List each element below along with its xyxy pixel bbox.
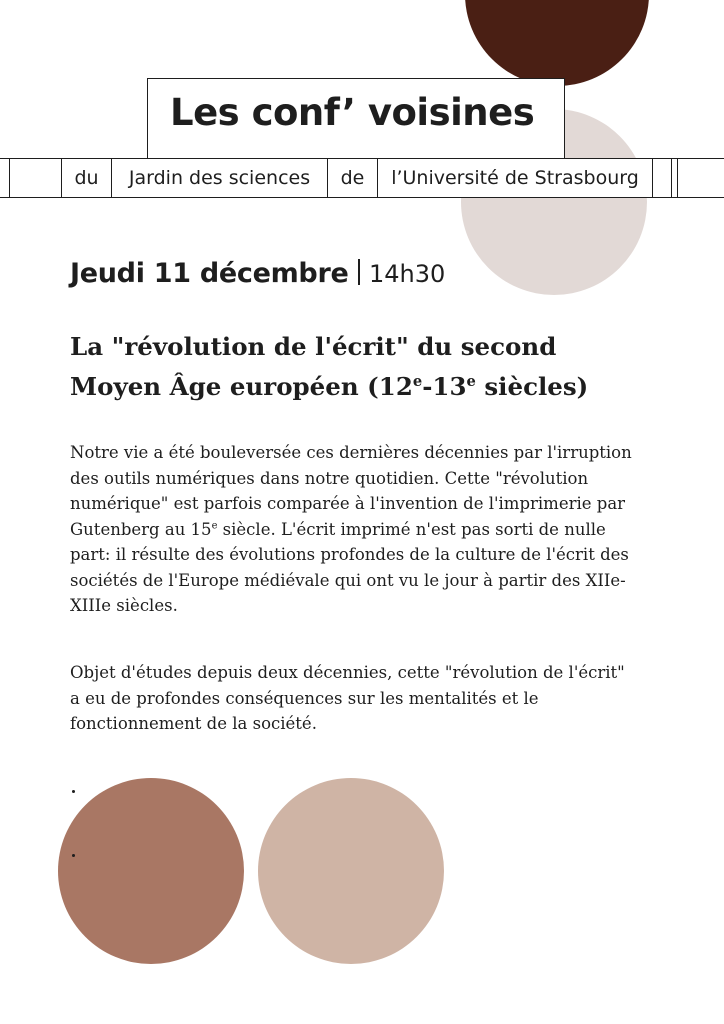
stray-dot xyxy=(72,790,75,793)
event-date-line xyxy=(70,258,445,289)
band-divider xyxy=(677,158,678,198)
decorative-circle-bottom-left xyxy=(58,778,244,964)
lecture-title-text: siècles) xyxy=(475,372,589,401)
band-divider xyxy=(327,158,328,198)
event-time: 14h30 xyxy=(368,260,446,288)
lecture-title-text: La "révolution de l'écrit" du second Moyen Âge européen (12 xyxy=(70,332,557,401)
description-paragraph-2: Objet d'études depuis deux décennies, cette "révolution de l'écrit" a eu de profondes conséquences sur les mentalités et le fonctionnement de la société. xyxy=(70,663,625,733)
lecture-title-text: -13 xyxy=(422,372,467,401)
band-divider xyxy=(9,158,10,198)
series-title-box xyxy=(147,78,565,158)
date-separator xyxy=(358,259,360,285)
band-divider xyxy=(61,158,62,198)
decorative-circle-bottom-right xyxy=(258,778,444,964)
band-word-de: de xyxy=(328,159,377,197)
lecture-title-sup: e xyxy=(466,372,476,390)
band-divider xyxy=(377,158,378,198)
band-bottom-line xyxy=(0,197,724,198)
lecture-title-sup: e xyxy=(412,372,423,390)
paragraph-text: Notre vie a été bouleversée ces dernières décennies par l'irruption des outils numériques dans notre quotidien. Cette "révolution numérique" est parfois comparée à l'invention de l'imprimerie par Gutenberg au 15 xyxy=(70,443,632,539)
band-divider xyxy=(671,158,672,198)
band-word-jardin: Jardin des sciences xyxy=(112,159,327,197)
event-day: Jeudi 11 décembre xyxy=(70,258,349,289)
stray-dot xyxy=(72,854,75,857)
band-divider xyxy=(111,158,112,198)
description-paragraph-1 xyxy=(70,440,645,619)
band-word-universite: l’Université de Strasbourg xyxy=(378,159,652,197)
paragraph-text: siècle. L'écrit imprimé n'est pas sorti de nulle part: il résulte des évolutions profondes de la culture de l'écrit des sociétés de l'Europe médiévale qui ont vu le jour à partir des XIIe-XIIIe siècles. xyxy=(70,519,629,615)
decorative-circle-top xyxy=(465,0,649,86)
band-word-du: du xyxy=(62,159,111,197)
band-divider xyxy=(652,158,653,198)
series-title: Les conf’ voisines xyxy=(170,91,535,134)
lecture-title xyxy=(70,327,650,407)
paragraph-sup: e xyxy=(211,520,218,531)
